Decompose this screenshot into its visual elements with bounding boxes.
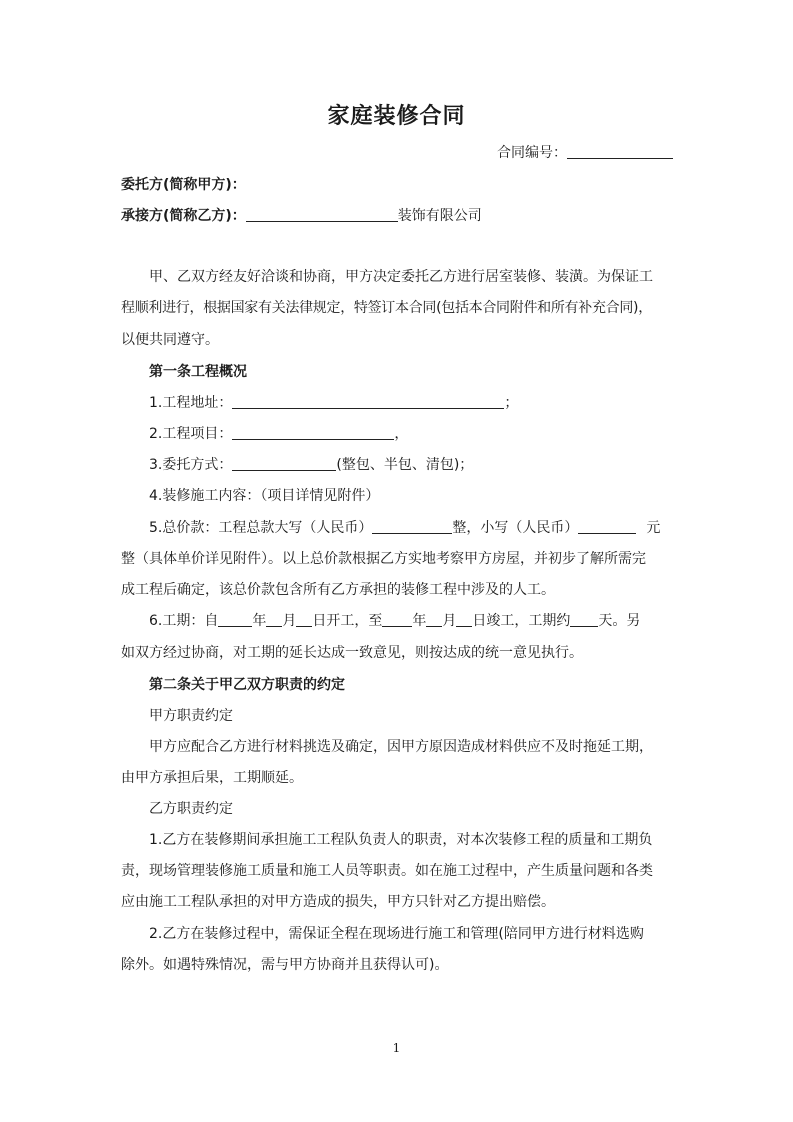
intro-line-3: 以便共同遵守。	[121, 332, 219, 348]
party-b-name-blank[interactable]	[246, 206, 398, 222]
article-1-item-3	[149, 455, 677, 475]
item-1-label: 1.工程地址：	[149, 395, 233, 411]
start-text: 日开工，至	[312, 613, 383, 629]
item-6-label: 6.工期：自	[149, 613, 219, 629]
party-b-duty-1-line-2: 责，现场管理装修施工质量和施工人员等职责。如在施工过程中，产生质量问题和各类	[121, 863, 653, 879]
article-2-heading: 第二条关于甲乙双方职责的约定	[149, 677, 345, 693]
party-a-duties-line-1: 甲方应配合乙方进行材料挑选及确定，因甲方原因造成材料供应不及时拖延工期，	[149, 739, 653, 755]
article-1-item-4: 4.装修施工内容：（项目详情见附件）	[149, 488, 380, 504]
article-1-heading: 第一条工程概况	[149, 364, 247, 380]
contract-number-blank[interactable]	[567, 143, 673, 159]
article-1-item-5	[149, 518, 677, 538]
contract-number-label: 合同编号：	[497, 145, 567, 161]
end-month-blank[interactable]	[426, 611, 442, 627]
total-lowercase-blank[interactable]	[578, 518, 636, 534]
month-text: 月	[442, 613, 457, 629]
start-month-blank[interactable]	[266, 611, 282, 627]
party-b-label: 承接方(简称乙方)：	[121, 208, 246, 224]
project-address-blank[interactable]	[232, 393, 504, 409]
end-day-blank[interactable]	[456, 611, 472, 627]
total-uppercase-blank[interactable]	[372, 518, 452, 534]
days-text: 天。另	[598, 613, 641, 629]
item-1-end: ；	[504, 395, 519, 411]
party-b-line	[121, 206, 677, 226]
party-a-label: 委托方(简称甲方)：	[121, 177, 246, 193]
intro-line-2: 程顺利进行，根据国家有关法律规定，特签订本合同(包括本合同附件和所有补充合同)，	[121, 300, 652, 316]
item-5-unit: 元	[646, 520, 661, 536]
year-text: 年	[412, 613, 427, 629]
item-5-mid: 整，小写（人民币）	[452, 520, 579, 536]
year-text: 年	[252, 613, 267, 629]
project-item-blank[interactable]	[232, 424, 394, 440]
month-text: 月	[282, 613, 297, 629]
end-year-blank[interactable]	[382, 611, 412, 627]
article-1-item-6-line-2: 如双方经过协商，对工期的延长达成一致意见，则按达成的统一意见执行。	[121, 645, 583, 661]
item-2-end: ，	[394, 426, 409, 442]
intro-line-1: 甲、乙双方经友好洽谈和协商，甲方决定委托乙方进行居室装修、装潢。为保证工	[149, 269, 653, 285]
document-title: 家庭装修合同	[327, 103, 466, 129]
item-3-label: 3.委托方式：	[149, 457, 233, 473]
party-b-duty-2-line-2: 除外。如遇特殊情况，需与甲方协商并且获得认可)。	[121, 957, 449, 973]
page-number: 1	[392, 1041, 401, 1055]
party-a-line	[121, 175, 677, 195]
article-1-item-6	[149, 611, 677, 631]
contract-number	[497, 143, 673, 163]
duration-days-blank[interactable]	[570, 611, 598, 627]
article-1-item-2	[149, 424, 677, 444]
party-b-duty-2-line-1: 2.乙方在装修过程中，需保证全程在现场进行施工和管理(陪同甲方进行材料选购	[149, 926, 644, 942]
commission-method-blank[interactable]	[232, 455, 336, 471]
party-b-duty-1-line-1: 1.乙方在装修期间承担施工工程队负责人的职责，对本次装修工程的质量和工期负	[149, 832, 653, 848]
article-1-item-1	[149, 393, 677, 413]
article-1-item-5-line-3: 成工程后确定，该总价款包含所有乙方承担的装修工程中涉及的人工。	[121, 582, 555, 598]
party-a-duties-heading: 甲方职责约定	[149, 708, 233, 724]
start-year-blank[interactable]	[218, 611, 252, 627]
item-3-end: (整包、半包、清包)；	[336, 457, 474, 473]
item-2-label: 2.工程项目：	[149, 426, 233, 442]
start-day-blank[interactable]	[296, 611, 312, 627]
party-a-duties-line-2: 由甲方承担后果，工期顺延。	[121, 770, 303, 786]
party-b-duties-heading: 乙方职责约定	[149, 801, 233, 817]
item-5-label: 5.总价款：工程总款大写（人民币）	[149, 520, 373, 536]
party-b-duty-1-line-3: 应由施工工程队承担的对甲方造成的损失，甲方只针对乙方提出赔偿。	[121, 894, 555, 910]
end-text: 日竣工，工期约	[472, 613, 571, 629]
party-b-suffix: 装饰有限公司	[397, 208, 482, 224]
article-1-item-5-line-2: 整（具体单价详见附件）。以上总价款根据乙方实地考察甲方房屋，并初步了解所需完	[121, 551, 646, 567]
